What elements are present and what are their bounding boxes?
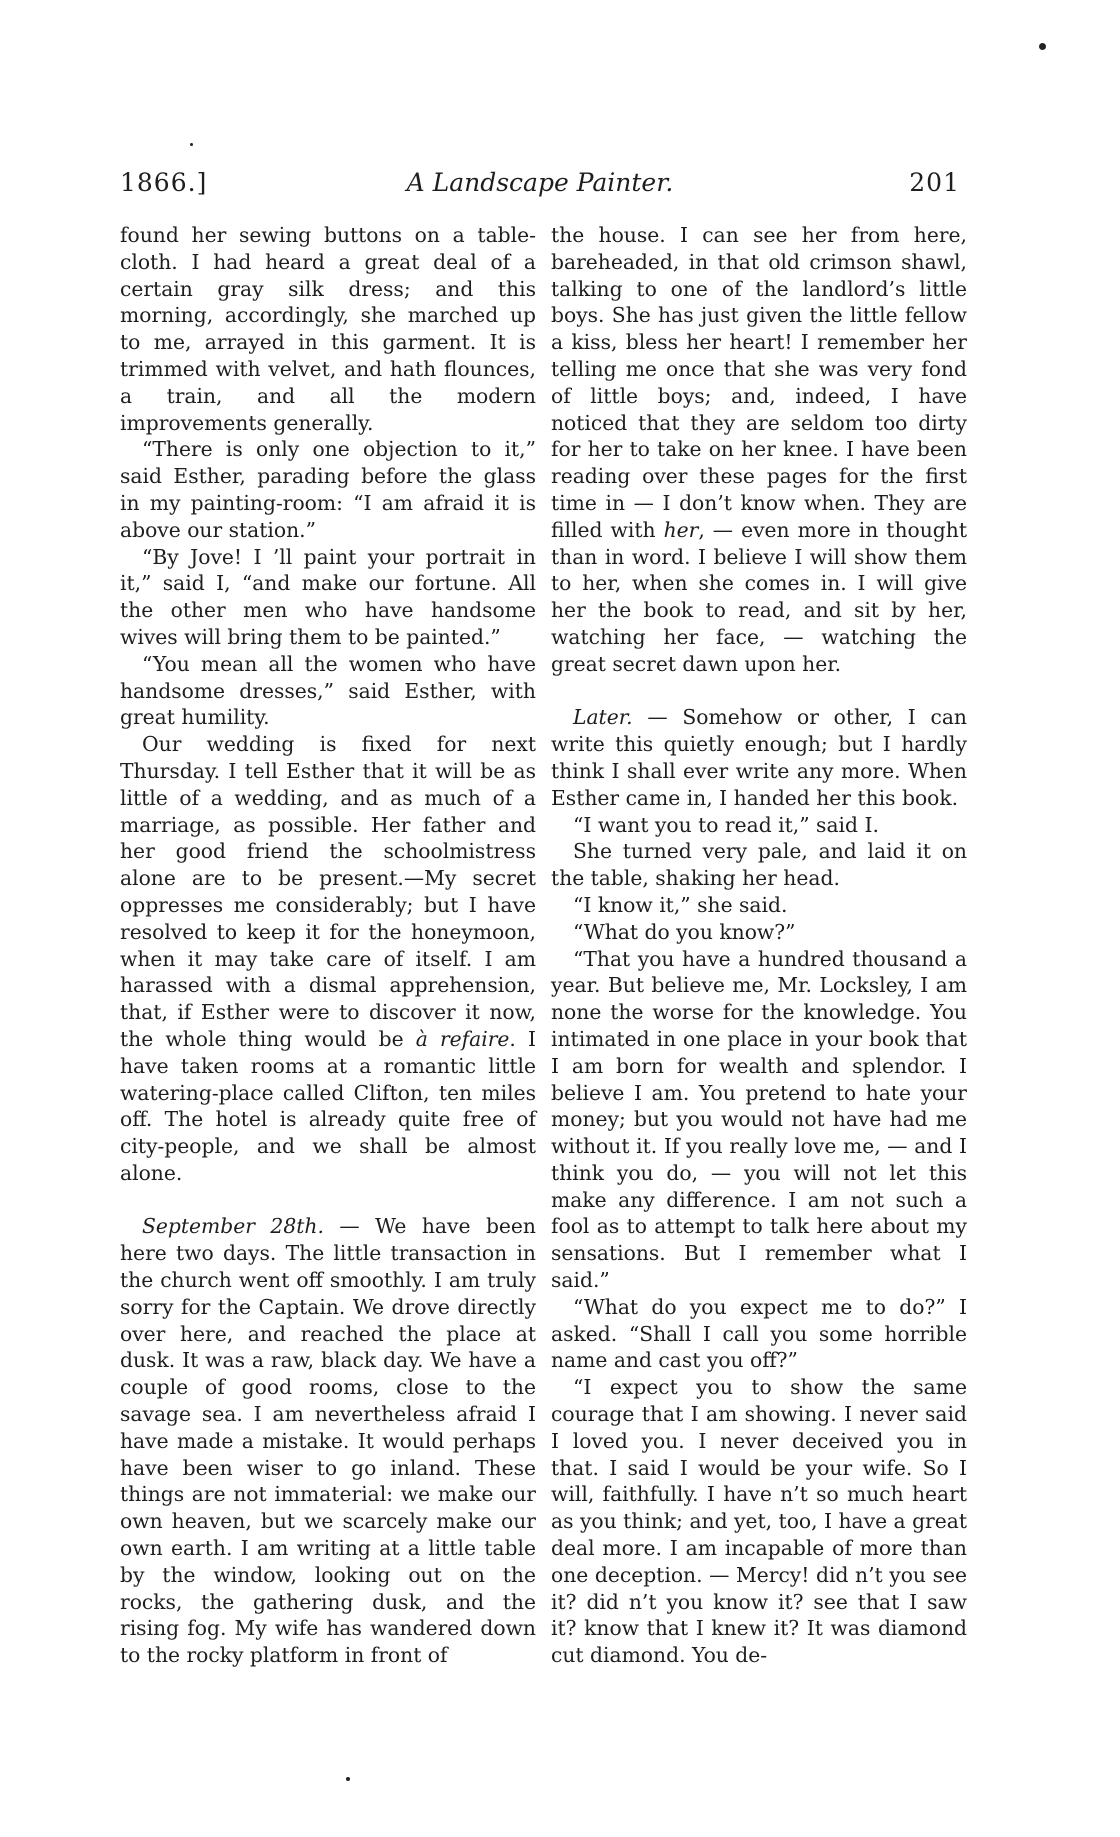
- text-run: Our wedding is fixed for next Thursday. I tell Esther that it will be as little of a wedding, and as much of a marriage, as possible. Her father and her good friend the schoolmistress alone are to be present.—My secret oppresses me considerably; but I have resolved to keep it for the honeymoon, when it may take care of itself. I am harassed with a dismal apprehension, that, if Esther were to discover it now, the whole thing would be: [120, 732, 536, 1051]
- text-run: . I have taken rooms at a romantic little watering-place called Clifton, ten miles off. The hotel is already quite free of city-people, and we shall be almost alone.: [120, 1026, 536, 1185]
- print-speck-left: [190, 143, 193, 146]
- paragraph: [120, 731, 536, 1187]
- journal-entry: [551, 704, 967, 811]
- paragraph: “By Jove! I ’ll paint your portrait in it,” said I, “and make our fortune. All the other men who have handsome wives will bring them to be painted.”: [120, 544, 536, 649]
- paragraph: “I want you to read it,” said I.: [573, 812, 879, 837]
- paragraph: “That you have a hundred thousand a year. But believe me, Mr. Locksley, I am none the worse for the knowledge. You intimated in one place in your book that I am born for wealth and splendor. I believe I am. You pretend to hate your money; but you would not have had me without it. If you really love me, — and I think you do, — you will not let this make any difference. I am not such a fool as to attempt to talk here about my sensations. But I remember what I said.”: [551, 946, 967, 1293]
- italic-phrase: her: [663, 517, 699, 542]
- text-run: , — even more in thought than in word. I believe I will show them to her, when she comes in. I will give her the book to read, and sit by her, watching her face, — watching the great secret dawn upon her.: [551, 517, 967, 676]
- paragraph: [551, 222, 967, 678]
- left-column: [120, 222, 536, 1669]
- journal-entry: [120, 1213, 536, 1669]
- paragraph: “I expect you to show the same courage that I am showing. I never said I loved you. I never deceived you in that. I said I would be your wife. So I will, faithfully. I have n’t so much heart as you think; and yet, too, I have a great deal more. I am incapable of more than one deception. — Mercy! did n’t you see it? did n’t you know it? see that I saw it? know that I knew it? It was diamond cut diamond. You de-: [551, 1375, 967, 1668]
- header-year: 1866.]: [120, 168, 208, 197]
- page-number: 201: [909, 168, 960, 197]
- entry-label: Later.: [573, 705, 633, 730]
- running-header: [120, 168, 960, 204]
- print-speck-bottom: [346, 1777, 350, 1781]
- text-run: — Somehow or other, I can write this quietly enough; but I hardly think I shall ever write any more. When Esther came in, I handed her this book.: [551, 705, 967, 810]
- text-run: — We have been here two days. The little transaction in the church went off smoothly. I am truly sorry for the Captain. We drove directly over here, and reached the place at dusk. It was a raw, black day. We have a couple of good rooms, close to the savage sea. I am nevertheless afraid I have made a mistake. It would perhaps have been wiser to go inland. These things are not immaterial: we make our own heaven, but we scarcely make our own earth. I am writing at a little table by the window, looking out on the rocks, the gathering dusk, and the rising fog. My wife has wandered down to the rocky platform in front of: [120, 1214, 536, 1668]
- paragraph: She turned very pale, and laid it on the table, shaking her head.: [551, 839, 967, 891]
- paragraph: “What do you expect me to do?” I asked. “Shall I call you some horrible name and cast you off?”: [551, 1294, 967, 1373]
- paragraph: “There is only one objection to it,” said Esther, parading before the glass in my painting-room: “I am afraid it is above our station.”: [120, 437, 536, 542]
- paragraph: “You mean all the women who have handsome dresses,” said Esther, with great humility.: [120, 651, 536, 730]
- header-title: A Landscape Painter.: [406, 168, 674, 197]
- paragraph: “What do you know?”: [573, 919, 796, 944]
- paragraph: found her sewing buttons on a table-cloth. I had heard a great deal of a certain gray silk dress; and this morning, accordingly, she marched up to me, arrayed in this garment. It is trimmed with velvet, and hath flounces, a train, and all the modern improvements generally.: [120, 223, 536, 435]
- text-run: the house. I can see her from here, bareheaded, in that old crimson shawl, talking to one of the landlord’s little boys. She has just given the little fellow a kiss, bless her heart! I remember her telling me once that she was very fond of little boys; and, indeed, I have noticed that they are seldom too dirty for her to take on her knee. I have been reading over these pages for the first time in — I don’t know when. They are filled with: [551, 223, 967, 542]
- print-speck-top: [1039, 43, 1046, 50]
- entry-date: September 28th.: [142, 1214, 324, 1239]
- italic-phrase: à refaire: [415, 1026, 510, 1051]
- paragraph: “I know it,” she said.: [573, 892, 788, 917]
- right-column: [551, 222, 967, 1669]
